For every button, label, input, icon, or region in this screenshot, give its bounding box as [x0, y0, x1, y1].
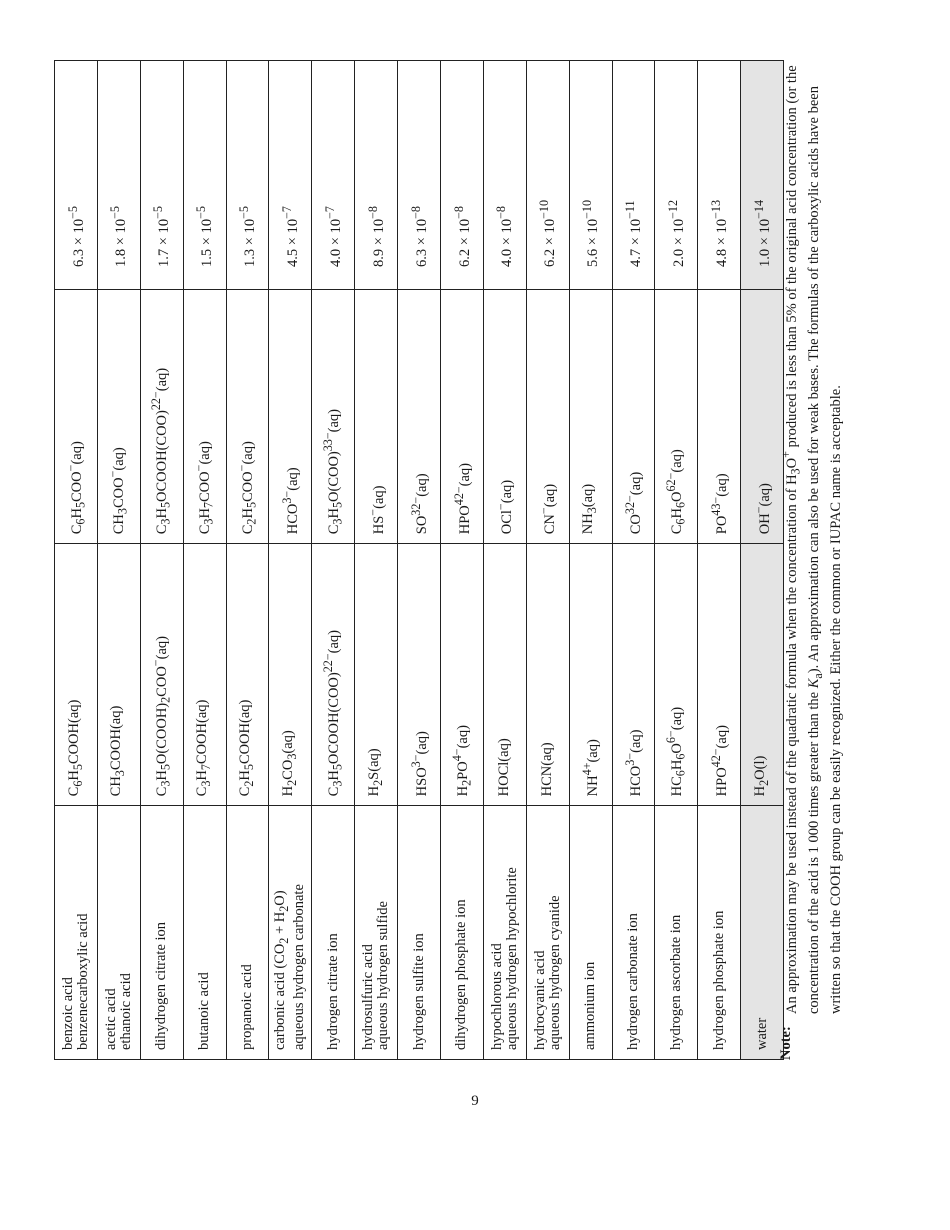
- acid-name: ethanoic acid: [117, 973, 134, 1050]
- ka-value: $8.9 \times 10^{-8}$: [355, 61, 398, 290]
- conjugate-base-formula: $CO^{32-}(aq)$: [612, 289, 655, 543]
- acid-name: hydrocyanic acid: [531, 950, 548, 1050]
- ka-value: $6.2 \times 10^{-10}$: [526, 61, 569, 290]
- conjugate-base-formula: $C_3H_5OCOOH(COO)^{22-}(aq)$: [140, 289, 183, 543]
- acid-name-cell: [526, 806, 569, 1060]
- acid-name-cell: [612, 806, 655, 1060]
- conjugate-base-formula: $C_6H_5COO^-(aq)$: [55, 289, 98, 543]
- acid-formula: $H_2S(aq)$: [355, 544, 398, 806]
- acid-formula: $HSO^{3-}(aq)$: [398, 544, 441, 806]
- acid-name: hydrogen citrate ion: [324, 933, 341, 1050]
- ka-value: $6.2 \times 10^{-8}$: [441, 61, 484, 290]
- acid-name-cell: [569, 806, 612, 1060]
- conjugate-base-formula: CN−(aq): [526, 289, 569, 543]
- table-row: [569, 61, 612, 1060]
- conjugate-base-formula: $CH_3COO^-(aq)$: [97, 289, 140, 543]
- acid-name: benzoic acid: [59, 977, 76, 1050]
- acid-formula: HOCl(aq): [483, 544, 526, 806]
- ka-value: $4.8 \times 10^{-13}$: [698, 61, 741, 290]
- acid-name: propanoic acid: [239, 964, 255, 1050]
- acid-name: aqueous hydrogen hypochlorite: [503, 867, 520, 1050]
- acid-name: dihydrogen phosphate ion: [453, 899, 470, 1050]
- ka-value: $4.7 \times 10^{-11}$: [612, 61, 655, 290]
- acid-name: carbonic acid $(CO_2 + H_2O)$: [272, 890, 292, 1050]
- acid-name: aqueous hydrogen sulfide: [375, 901, 392, 1050]
- ka-value: $1.7 \times 10^{-5}$: [140, 61, 183, 290]
- acid-formula: $C_3H_5O(COOH)_2COO^-(aq)$: [140, 544, 183, 806]
- conjugate-base-formula: $SO^{32-}(aq)$: [398, 289, 441, 543]
- ka-value: $5.6 \times 10^{-10}$: [569, 61, 612, 290]
- acid-formula: $NH^{4+}(aq)$: [569, 544, 612, 806]
- acid-formula: $C_3H_5OCOOH(COO)^{22-}(aq)$: [312, 544, 355, 806]
- acid-formula: $C_2H_5COOH(aq)$: [226, 544, 269, 806]
- acid-name: acetic acid: [102, 988, 119, 1050]
- ka-value: $6.3 \times 10^{-8}$: [398, 61, 441, 290]
- conjugate-base-formula: HS−(aq): [355, 289, 398, 543]
- acid-formula: $H_2O(l)$: [741, 544, 784, 806]
- acid-name-cell: [355, 806, 398, 1060]
- acid-name-cell: [655, 806, 698, 1060]
- table-row: [441, 61, 484, 1060]
- conjugate-base-formula: $HCO^{3-}(aq)$: [269, 289, 312, 543]
- acid-formula: $HPO^{42-}(aq)$: [698, 544, 741, 806]
- table-row: [312, 61, 355, 1060]
- note-label: Note:: [778, 1026, 794, 1060]
- acid-name: water: [753, 1017, 770, 1050]
- conjugate-base-formula: $C_6H_6O^{62-}(aq)$: [655, 289, 698, 543]
- table-row: [269, 61, 312, 1060]
- ka-value: $4.5 \times 10^{-7}$: [269, 61, 312, 290]
- table-row: [355, 61, 398, 1060]
- acid-formula: $C_3H_7COOH(aq)$: [183, 544, 226, 806]
- acid-name: aqueous hydrogen cyanide: [546, 895, 563, 1050]
- ka-value: $4.0 \times 10^{-7}$: [312, 61, 355, 290]
- acid-name: hydrogen sulfite ion: [410, 933, 427, 1050]
- acid-name-cell: [698, 806, 741, 1060]
- ka-value: $6.3 \times 10^{-5}$: [55, 61, 98, 290]
- acid-formula: $HC_6H_6O^{6-}(aq)$: [655, 544, 698, 806]
- table-row: [655, 61, 698, 1060]
- ka-value: $1.3 \times 10^{-5}$: [226, 61, 269, 290]
- conjugate-base-formula: OH−(aq): [741, 289, 784, 543]
- conjugate-base-formula: $C_3H_7COO^-(aq)$: [183, 289, 226, 543]
- acid-formula: $H_2PO^{4-}(aq)$: [441, 544, 484, 806]
- acid-name-cell: [183, 806, 226, 1060]
- table-row: [483, 61, 526, 1060]
- acid-formula: HCN(aq): [526, 544, 569, 806]
- ka-value: $2.0 \times 10^{-12}$: [655, 61, 698, 290]
- acid-name-cell: [55, 806, 98, 1060]
- acid-name: aqueous hydrogen carbonate: [291, 884, 308, 1050]
- acid-name: hydrogen carbonate ion: [625, 913, 642, 1050]
- acid-formula: $H_2CO_3(aq)$: [269, 544, 312, 806]
- ka-value: $4.0 \times 10^{-8}$: [483, 61, 526, 290]
- acid-name: ammonium ion: [582, 961, 599, 1050]
- acid-name: hydrogen ascorbate ion: [667, 914, 684, 1050]
- table-row: [612, 61, 655, 1060]
- conjugate-base-formula: $C_3H_5O(COO)^{33-}(aq)$: [312, 289, 355, 543]
- conjugate-base-formula: OCl−(aq): [483, 289, 526, 543]
- acid-name: hydrosulfuric acid: [360, 944, 377, 1050]
- table-row: [526, 61, 569, 1060]
- acid-name-cell: [269, 806, 312, 1060]
- rotated-page-content: [22, 60, 882, 1090]
- acid-name-cell: [140, 806, 183, 1060]
- acid-ionization-constants-table: [54, 60, 784, 1060]
- acid-name: hydrogen phosphate ion: [710, 910, 727, 1050]
- acid-name-cell: [312, 806, 355, 1060]
- acid-name-cell: [97, 806, 140, 1060]
- table-row: [140, 61, 183, 1060]
- table-row: [226, 61, 269, 1060]
- conjugate-base-formula: $HPO^{42-}(aq)$: [441, 289, 484, 543]
- acid-name-cell: [441, 806, 484, 1060]
- acid-name-cell: [398, 806, 441, 1060]
- conjugate-base-formula: $PO^{43-}(aq)$: [698, 289, 741, 543]
- page-number: 9: [471, 1093, 479, 1109]
- acid-name: hypochlorous acid: [488, 943, 505, 1050]
- acid-formula: $C_6H_5COOH(aq)$: [55, 544, 98, 806]
- conjugate-base-formula: $C_2H_5COO^-(aq)$: [226, 289, 269, 543]
- acid-name: benzenecarboxylic acid: [74, 913, 91, 1050]
- acid-formula: $HCO^{3-}(aq)$: [612, 544, 655, 806]
- acid-name-cell: [483, 806, 526, 1060]
- acid-formula: $CH_3COOH(aq)$: [97, 544, 140, 806]
- ka-value: $1.0 \times 10^{-14}$: [741, 61, 784, 290]
- acid-name: butanoic acid: [196, 972, 213, 1050]
- table-row: [698, 61, 741, 1060]
- note-text: An approximation may be used instead of the quadratic formula when the concentration of $H_3O^+$ produced is less than 5% of the original acid concentration (or the concentration of the acid is 1 000 times greater than the $K_a$). An approximation can also be used for weak bases. The formulas of the carboxylic acids have been written so that the COOH group can be easily recognized. Either the common or IUPAC name is acceptable.: [779, 65, 844, 1014]
- acid-name: dihydrogen citrate ion: [153, 921, 170, 1050]
- table-row: [55, 61, 98, 1060]
- acid-name-cell: [226, 806, 269, 1060]
- table-row: [398, 61, 441, 1060]
- table-row: [97, 61, 140, 1060]
- conjugate-base-formula: $NH_3(aq)$: [569, 289, 612, 543]
- table-row: [183, 61, 226, 1060]
- table-body: [55, 61, 784, 1060]
- ka-value: $1.5 \times 10^{-5}$: [183, 61, 226, 290]
- ka-value: $1.8 \times 10^{-5}$: [97, 61, 140, 290]
